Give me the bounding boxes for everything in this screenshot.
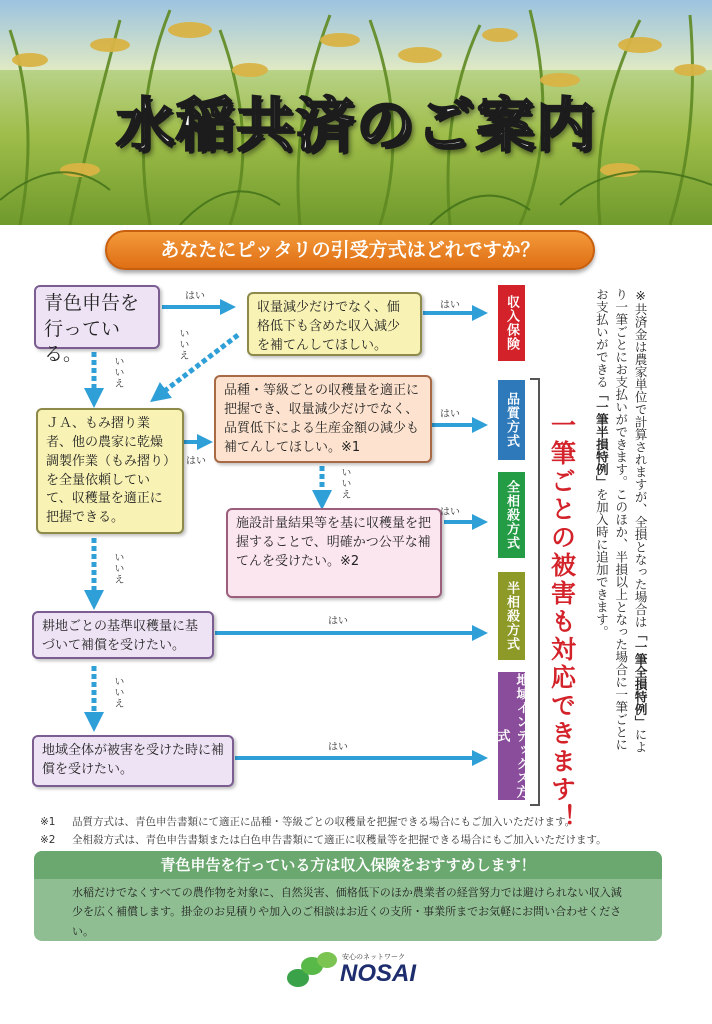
flow-box-facility: 施設計量結果等を基に収穫量を把握することで、明確かつ公平な補てんを受けたい。※2: [226, 508, 442, 598]
footnote-1: [40, 813, 607, 831]
footnote-text: 品質方式は、青色申告書類にて適正に品種・等級ごとの収穫量を把握できる場合にもご加入いただけます。: [72, 816, 576, 828]
recommendation-panel: [34, 851, 662, 941]
per-field-message: 一筆ごとの被害も対応できます！: [547, 412, 577, 832]
result-bracket: [530, 378, 540, 806]
footnote-text: 全相殺方式は、青色申告書類または白色申告書類にて適正に収穫量等を把握できる場合にもご加入いただけます。: [72, 834, 607, 847]
footnotes: [40, 813, 607, 850]
page-title: 水稲共済のご案内: [115, 91, 596, 159]
side-note-suffix: を加入時に追加できます。: [594, 488, 610, 638]
flow-box-ja-entrust: ＪＡ、もみ摺り業者、他の農家に乾燥調製作業（もみ摺り）を全量依頼していて、収穫量を適正に把握できる。: [36, 408, 184, 534]
label-no: いいえ: [177, 328, 188, 361]
result-full-offset: 全相殺方式: [498, 472, 525, 558]
flow-box-area-damage: 地域全体が被害を受けた時に補償を受けたい。: [32, 735, 234, 787]
recommendation-title: 青色申告を行っている方は収入保険をおすすめします！: [34, 851, 662, 879]
recommendation-body: 水稲だけでなくすべての農作物を対象に、自然災害、価格低下のほか農業者の経営努力では避けられない収入減少を広く補償します。掛金のお見積りや加入のご相談はお近くの支所・事業所までお気軽にお問い合わせください。: [72, 886, 622, 938]
label-yes: はい: [185, 291, 205, 302]
label-no: いいえ: [112, 552, 123, 585]
leaf-icon: [284, 948, 340, 992]
label-no: いいえ: [112, 356, 123, 389]
logo-tagline: 安心のネットワーク: [342, 953, 405, 961]
special-half-loss: 「一筆半損特例」: [594, 388, 610, 488]
label-yes: はい: [328, 616, 348, 627]
result-area-index: 地域インデックス方式: [494, 673, 529, 799]
label-yes: はい: [440, 300, 460, 311]
label-yes: はい: [328, 742, 348, 753]
flow-box-price-drop: 収量減少だけでなく、価格低下も含めた収入減少を補てんしてほしい。: [247, 292, 422, 356]
footnote-mark: ※1: [40, 816, 56, 828]
side-note: [592, 288, 650, 758]
result-quality-method: 品質方式: [498, 380, 525, 460]
footnote-mark: ※2: [40, 834, 56, 847]
logo-name: NOSAI: [340, 960, 417, 987]
result-income-insurance: 収入保険: [498, 285, 525, 361]
result-half-offset: 半相殺方式: [498, 572, 525, 660]
flow-box-field-standard: 耕地ごとの基準収穫量に基づいて補償を受けたい。: [32, 611, 214, 659]
nosai-logo: [284, 948, 434, 992]
footnote-2: [40, 831, 607, 849]
side-note-prefix: ※共済金は農家単位で計算されますが、全損となった場合は: [633, 288, 649, 628]
label-yes: はい: [440, 507, 460, 518]
question-banner: あなたにピッタリの引受方式はどれですか？: [105, 230, 595, 270]
label-no: いいえ: [112, 676, 123, 709]
side-note-middle: により一筆ごとにお支払いができます。このほか、半損以上となった場合に一筆ごとにお支払いができる: [594, 288, 649, 753]
label-yes: はい: [440, 409, 460, 420]
flow-box-quality: 品種・等級ごとの収穫量を適正に把握でき、収量減少だけでなく、品質低下による生産金額の減少も補てんしてほしい。※1: [214, 375, 432, 463]
label-yes: はい: [186, 456, 206, 467]
label-no: いいえ: [339, 467, 350, 500]
special-full-loss: 「一筆全損特例」: [633, 628, 649, 728]
flow-box-blue-filing: 青色申告を行っている。: [34, 285, 160, 349]
